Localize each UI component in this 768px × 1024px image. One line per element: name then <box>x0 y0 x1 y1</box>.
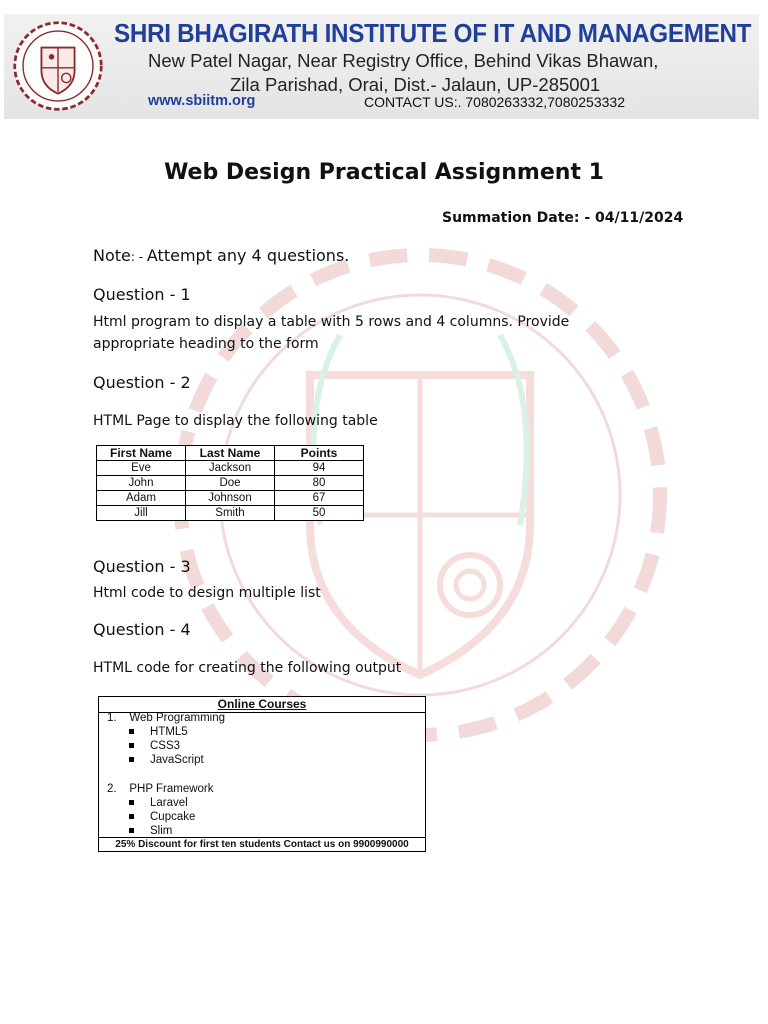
website-link[interactable]: www.sbiitm.org <box>148 93 256 109</box>
list-label: PHP Framework <box>129 783 214 795</box>
table-header-row <box>97 446 364 461</box>
institute-name: SHRI BHAGIRATH INSTITUTE OF IT AND MANAGEMENT <box>114 20 752 48</box>
column-header: Last Name <box>186 446 275 461</box>
table-cell: Jill <box>97 506 186 521</box>
note-separator: : - <box>130 250 147 264</box>
list-item-label: Cupcake <box>150 811 196 823</box>
address-line-2: Zila Parishad, Orai, Dist.- Jalaun, UP-285001 <box>230 74 601 95</box>
square-bullet-icon <box>129 828 134 833</box>
table-cell: 94 <box>275 461 364 476</box>
table-row <box>97 461 364 476</box>
question-4-heading: Question - 4 <box>93 620 191 639</box>
address-line-1: New Patel Nagar, Near Registry Office, Behind Vikas Bhawan, <box>148 50 659 71</box>
list-label: Web Programming <box>129 712 226 724</box>
institute-seal-icon <box>12 20 104 112</box>
list-item-label: Laravel <box>150 797 188 809</box>
note-line <box>93 246 349 265</box>
table-cell: Jackson <box>186 461 275 476</box>
courses-output-box <box>98 696 426 852</box>
table-cell: Smith <box>186 506 275 521</box>
table-cell: 80 <box>275 476 364 491</box>
table-cell: 50 <box>275 506 364 521</box>
institute-header <box>4 14 759 119</box>
note-text: Attempt any 4 questions. <box>146 246 350 265</box>
list-number: 1. <box>107 712 117 724</box>
list-item <box>129 811 195 823</box>
question-3-text: Html code to design multiple list <box>93 585 321 601</box>
list-item-label: Slim <box>150 825 173 837</box>
summation-date: Summation Date: - 04/11/2024 <box>442 210 684 226</box>
courses-title: Online Courses <box>99 697 425 713</box>
square-bullet-icon <box>129 743 134 748</box>
list-item <box>129 726 188 738</box>
square-bullet-icon <box>129 757 134 762</box>
discount-footer: 25% Discount for first ten students Contact us on 9900990000 <box>99 837 425 851</box>
question-2-heading: Question - 2 <box>93 373 191 392</box>
table-cell: 67 <box>275 491 364 506</box>
document-title: Web Design Practical Assignment 1 <box>164 160 604 185</box>
square-bullet-icon <box>129 814 134 819</box>
list-item-label: JavaScript <box>150 754 204 766</box>
table-cell: Johnson <box>186 491 275 506</box>
question-2-text: HTML Page to display the following table <box>93 413 378 429</box>
ordered-list-item <box>107 712 225 724</box>
points-table <box>96 445 364 521</box>
question-4-text: HTML code for creating the following output <box>93 660 402 676</box>
list-item <box>129 740 180 752</box>
contact-info: CONTACT US:. 7080263332,7080253332 <box>364 94 625 110</box>
list-item <box>129 797 188 809</box>
ordered-list-item <box>107 783 214 795</box>
table-row <box>97 476 364 491</box>
table-cell: Eve <box>97 461 186 476</box>
list-number: 2. <box>107 783 117 795</box>
square-bullet-icon <box>129 729 134 734</box>
question-3-heading: Question - 3 <box>93 557 191 576</box>
table-row <box>97 506 364 521</box>
list-item-label: HTML5 <box>150 726 188 738</box>
table-cell: Doe <box>186 476 275 491</box>
table-row <box>97 491 364 506</box>
question-1-heading: Question - 1 <box>93 285 191 304</box>
list-item <box>129 825 172 837</box>
table-cell: John <box>97 476 186 491</box>
square-bullet-icon <box>129 800 134 805</box>
question-1-text: Html program to display a table with 5 rows and 4 columns. Provide appropriate heading to the form <box>93 314 570 352</box>
column-header: First Name <box>97 446 186 461</box>
column-header: Points <box>275 446 364 461</box>
list-item <box>129 754 204 766</box>
note-prefix: Note <box>93 246 131 265</box>
list-item-label: CSS3 <box>150 740 181 752</box>
table-cell: Adam <box>97 491 186 506</box>
